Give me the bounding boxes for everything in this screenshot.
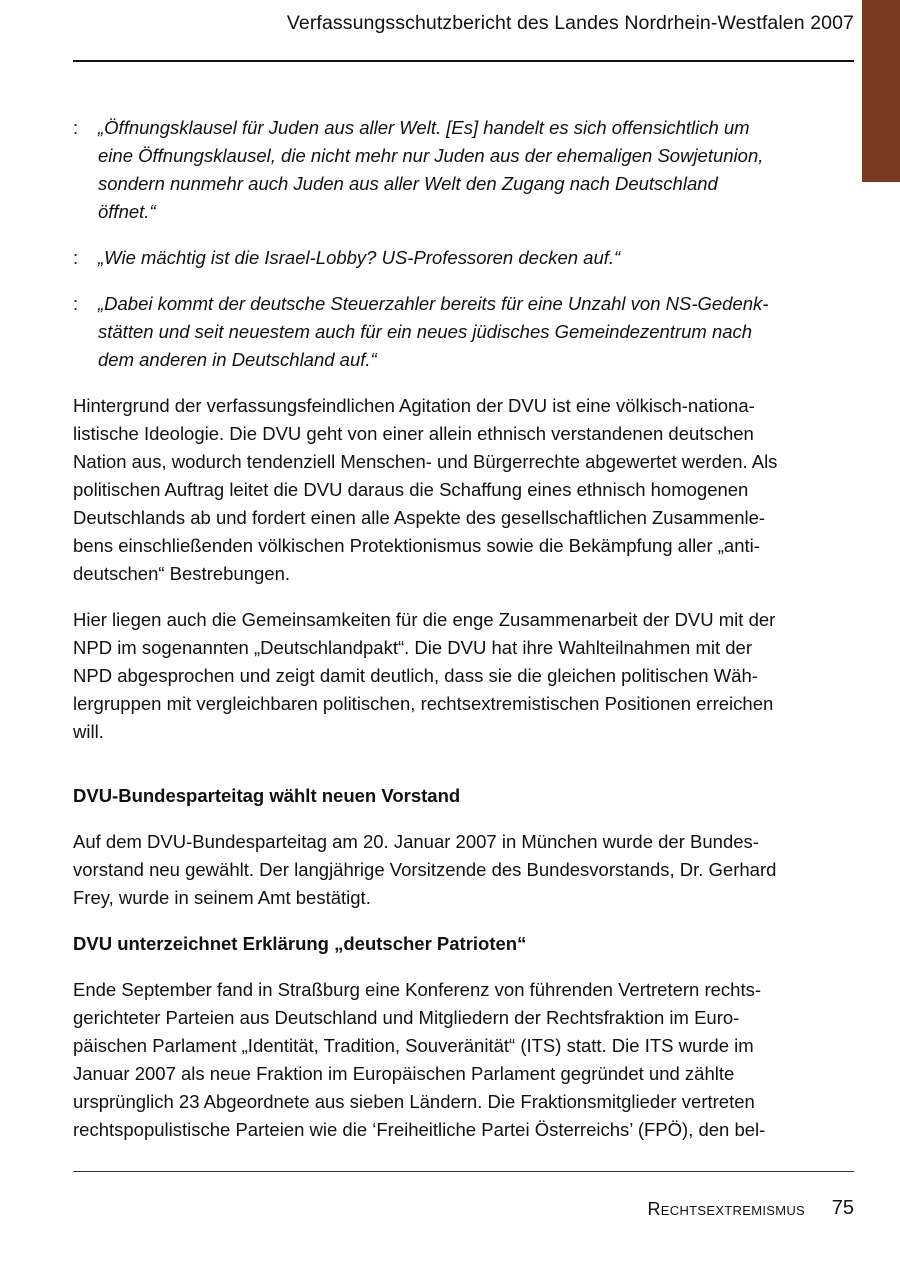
quote-item [73, 244, 833, 272]
chapter-side-tab [862, 0, 900, 182]
paragraph-line: NPD im sogenannten „Deutschlandpakt“. Die DVU hat ihre Wahlteilnahmen mit der [73, 637, 752, 658]
quote-line: öffnet.“ [98, 201, 156, 222]
paragraph-line: vorstand neu gewählt. Der langjährige Vorsitzende des Bundesvorstands, Dr. Gerhard [73, 859, 777, 880]
body-paragraph [73, 606, 833, 746]
quote-item [73, 114, 833, 226]
body-paragraph [73, 976, 833, 1144]
paragraph-line: listische Ideologie. Die DVU geht von einer allein ethnisch verstandenen deutschen [73, 423, 754, 444]
quote-line: sondern nunmehr auch Juden aus aller Welt den Zugang nach Deutschland [98, 173, 718, 194]
section-heading: DVU unterzeichnet Erklärung „deutscher Patrioten“ [73, 933, 527, 954]
paragraph-line: Ende September fand in Straßburg eine Konferenz von führenden Vertretern rechts- [73, 979, 761, 1000]
paragraph-line: gerichteter Parteien aus Deutschland und Mitgliedern der Rechtsfraktion im Euro- [73, 1007, 740, 1028]
quote-line: „Wie mächtig ist die Israel-Lobby? US-Professoren decken auf.“ [98, 247, 621, 268]
footer-rule [73, 1171, 854, 1172]
paragraph-line: lergruppen mit vergleichbaren politischen, rechtsextremistischen Positionen erreichen [73, 693, 774, 714]
paragraph-line: deutschen“ Bestrebungen. [73, 563, 291, 584]
quote-bullet: : [73, 247, 79, 268]
paragraph-line: NPD abgesprochen und zeigt damit deutlich, dass sie die gleichen politischen Wäh- [73, 665, 758, 686]
paragraph-line: will. [73, 721, 104, 742]
quote-item [73, 290, 833, 374]
page-content [73, 114, 833, 1162]
quote-line: „Dabei kommt der deutsche Steuerzahler bereits für eine Unzahl von NS-Gedenk- [98, 293, 769, 314]
quote-line: stätten und seit neuestem auch für ein neues jüdisches Gemeindezentrum nach [98, 321, 753, 342]
paragraph-line: Deutschlands ab und fordert einen alle Aspekte des gesellschaftlichen Zusammenle- [73, 507, 766, 528]
quote-bullet: : [73, 293, 79, 314]
paragraph-line: Hintergrund der verfassungsfeindlichen Agitation der DVU ist eine völkisch-nationa- [73, 395, 755, 416]
body-paragraph [73, 392, 833, 588]
paragraph-line: Frey, wurde in seinem Amt bestätigt. [73, 887, 371, 908]
footer-section-title: Rechtsextremismus [647, 1199, 805, 1219]
paragraph-line: rechtspopulistische Parteien wie die ‘Freiheitliche Partei Österreichs’ (FPÖ), den bel- [73, 1119, 766, 1140]
page-number: 75 [831, 1197, 854, 1219]
body-paragraph [73, 828, 833, 912]
quote-bullet: : [73, 117, 79, 138]
quote-line: dem anderen in Deutschland auf.“ [98, 349, 377, 370]
paragraph-line: Nation aus, wodurch tendenziell Menschen- und Bürgerrechte abgewertet werden. Als [73, 451, 778, 472]
header-rule [73, 60, 854, 62]
paragraph-line: Januar 2007 als neue Fraktion im Europäischen Parlament gegründet und zählte [73, 1063, 735, 1084]
quote-line: „Öffnungsklausel für Juden aus aller Welt. [Es] handelt es sich offensichtlich um [98, 117, 750, 138]
paragraph-line: ursprünglich 23 Abgeordnete aus sieben Ländern. Die Fraktionsmitglieder vertreten [73, 1091, 755, 1112]
section-heading: DVU-Bundesparteitag wählt neuen Vorstand [73, 785, 461, 806]
paragraph-line: politischen Auftrag leitet die DVU daraus die Schaffung eines ethnisch homogenen [73, 479, 749, 500]
paragraph-line: Hier liegen auch die Gemeinsamkeiten für die enge Zusammenarbeit der DVU mit der [73, 609, 776, 630]
running-header: Verfassungsschutzbericht des Landes Nordrhein-Westfalen 2007 [286, 12, 854, 34]
paragraph-line: bens einschließenden völkischen Protektionismus sowie die Bekämpfung aller „anti- [73, 535, 760, 556]
paragraph-line: päischen Parlament „Identität, Tradition, Souveränität“ (ITS) statt. Die ITS wurde im [73, 1035, 754, 1056]
paragraph-line: Auf dem DVU-Bundesparteitag am 20. Januar 2007 in München wurde der Bundes- [73, 831, 759, 852]
quote-line: eine Öffnungsklausel, die nicht mehr nur Juden aus der ehemaligen Sowjetunion, [98, 145, 764, 166]
